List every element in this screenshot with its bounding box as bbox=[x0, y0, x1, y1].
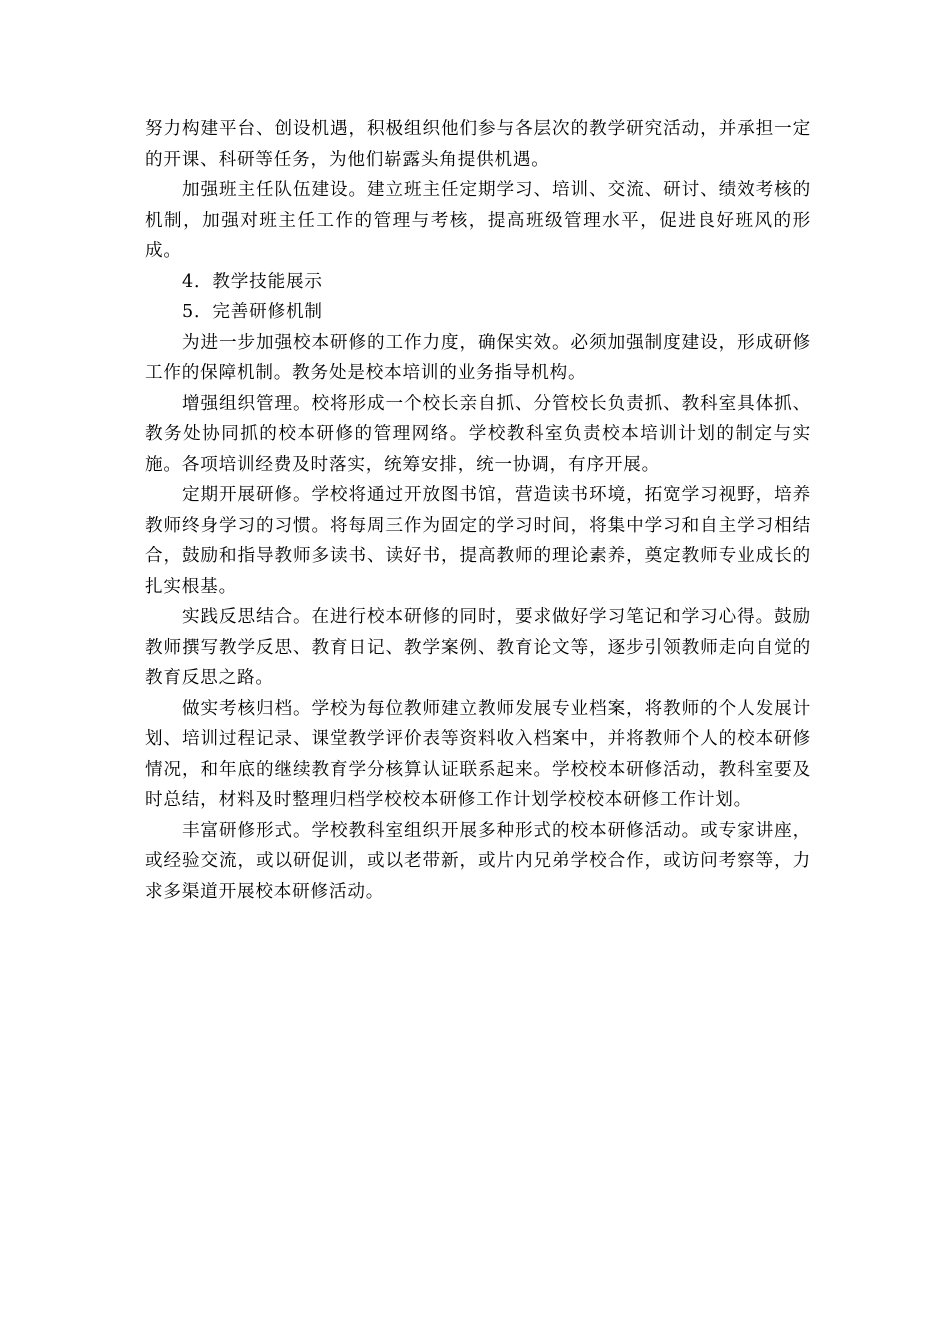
paragraph-regular-research: 定期开展研修。学校将通过开放图书馆，营造读书环境，拓宽学习视野，培养教师终身学习的习惯。将每周三作为固定的学习时间，将集中学习和自主学习相结合，鼓励和指导教师多读书、读好书，提高教师的理论素养，奠定教师专业成长的扎实根基。 bbox=[145, 485, 811, 597]
paragraph-practice-reflection: 实践反思结合。在进行校本研修的同时，要求做好学习笔记和学习心得。鼓励教师撰写教学反思、教育日记、教学案例、教育论文等，逐步引领教师走向自觉的教育反思之路。 bbox=[145, 607, 811, 688]
heading-teaching-skills: 4．教学技能展示 bbox=[182, 271, 323, 292]
paragraph-system-building: 为进一步加强校本研修的工作力度，确保实效。必须加强制度建设，形成研修工作的保障机制。教务处是校本培训的业务指导机构。 bbox=[145, 332, 811, 383]
paragraph-continued: 努力构建平台、创设机遇，积极组织他们参与各层次的教学研究活动，并承担一定的开课、科研等任务，为他们崭露头角提供机遇。 bbox=[145, 119, 811, 170]
paragraph-research-forms: 丰富研修形式。学校教科室组织开展多种形式的校本研修活动。或专家讲座，或经验交流，或以研促训，或以老带新，或片内兄弟学校合作，或访问考察等，力求多渠道开展校本研修活动。 bbox=[145, 820, 811, 902]
paragraph-assessment-archive: 做实考核归档。学校为每位教师建立教师发展专业档案，将教师的个人发展计划、培训过程记录、课堂教学评价表等资料收入档案中，并将教师个人的校本研修情况，和年底的继续教育学分核算认证联系起来。学校校本研修活动，教科室要及时总结，材料及时整理归档学校校本研修工作计划学校校本研修工作计划。 bbox=[145, 698, 811, 810]
document-page bbox=[145, 114, 811, 907]
paragraph-head-teacher-team: 加强班主任队伍建设。建立班主任定期学习、培训、交流、研讨、绩效考核的机制，加强对班主任工作的管理与考核，提高班级管理水平，促进良好班风的形成。 bbox=[145, 180, 811, 261]
heading-research-mechanism: 5．完善研修机制 bbox=[182, 302, 323, 322]
paragraph-organization-management: 增强组织管理。校将形成一个校长亲自抓、分管校长负责抓、教科室具体抓、教务处协同抓的校本研修的管理网络。学校教科室负责校本培训计划的制定与实施。各项培训经费及时落实，统筹安排，统一协调，有序开展。 bbox=[145, 393, 811, 475]
